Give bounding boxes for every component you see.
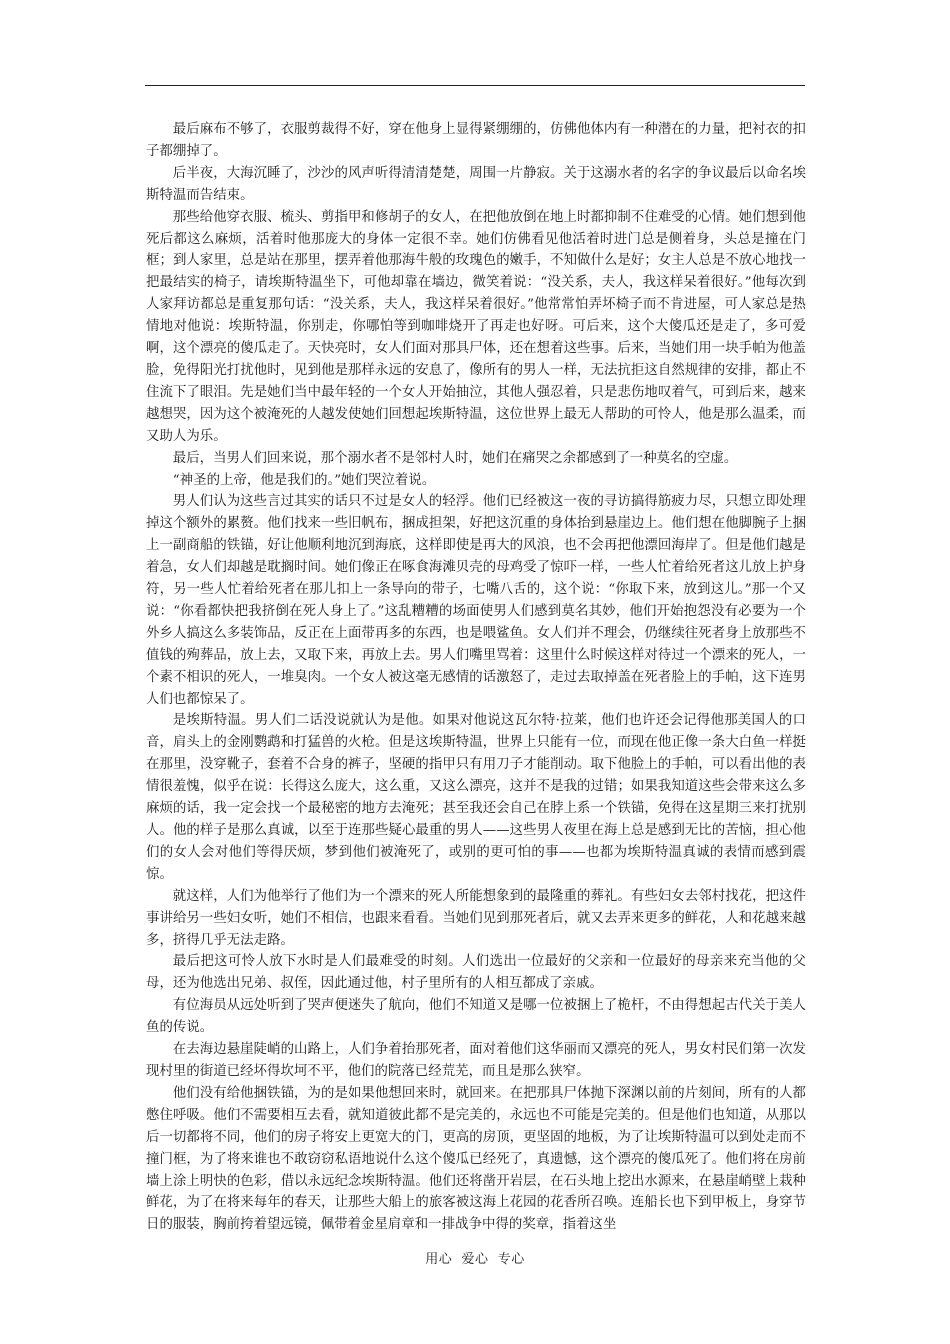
paragraph: 是埃斯特温。男人们二话没说就认为是他。如果对他说这瓦尔特·拉莱，他们也许还会记得他那美国人的口音，肩头上的金刚鹦鹉和打猛兽的火枪。但是这埃斯特温，世界上只能有一位，而现在他正像一条大白鱼一样挺在那里，没穿靴子，套着不合身的裤子，坚硬的指甲只有用刀子才能削动。取下他脸上的手帕，可以看出他的表情很羞愧，似乎在说：长得这么庞大，这么重，又这么漂亮，这并不是我的过错；如果我知道这些会带来这么多麻烦的话，我一定会找一个最秘密的地方去淹死；甚至我还会自己在脖上系一个铁锚，免得在这星期三来打扰别人。他的样子是那么真诚，以至于连那些疑心最重的男人——这些男人夜里在海上总是感到无比的苦恼，担心他们的女人会对他们等得厌烦，梦到他们被淹死了，或别的更可怕的事——也都为埃斯特温真诚的表情而感到震惊。 <box>146 713 806 882</box>
paragraph: 他们没有给他捆铁锚，为的是如果他想回来时，就回来。在把那具尸体抛下深渊以前的片刻间，所有的人都憋住呼吸。他们不需要相互去看，就知道彼此都不是完美的，永远也不可能是完美的。但是他们也知道，从那以后一切都将不同，他们的房子将安上更宽大的门，更高的房顶，更坚固的地板，为了让埃斯特温可以到处走而不撞门框，为了将来谁也不敢窃窃私语地说什么这个傻瓜已经死了，真遗憾，这个漂亮的傻瓜死了。他们将在房前墙上涂上明快的色彩，借以永远纪念埃斯特温。他们还将凿开岩层，在石头地上挖出水源来，在悬崖峭壁上栽种鲜花，为了在将来每年的春天，让那些大船上的旅客被这海上花园的花香所召唤。连船长也下到甲板上，身穿节日的服装，胸前挎着望远镜，佩带着金星肩章和一排战争中得的奖章，指着这坐 <box>146 1085 806 1233</box>
paragraph: “神圣的上帝，他是我们的。”她们哭泣着说。 <box>172 472 436 488</box>
paragraph: 有位海员从远处听到了哭声便迷失了航向，他们不知道又是哪一位被捆上了桅杆，不由得想起古代关于美人鱼的传说。 <box>146 998 806 1036</box>
paragraph: 男人们认为这些言过其实的话只不过是女人的轻浮。他们已经被这一夜的寻访搞得筋疲力尽，只想立即处理掉这个额外的累赘。他们找来一些旧帆布，捆成担架，好把这沉重的身体抬到悬崖边上。他们想在他脚腕子上捆上一副商船的铁锚，好让他顺利地沉到海底，这样即使是再大的风浪，也不会再把他漂回海岸了。但是他们越是着急，女人们却越是耽搁时间。她们像正在啄食海滩贝壳的母鸡受了惊吓一样，一些人忙着给死者这儿放上护身符，另一些人忙着给死者在那儿扣上一条导向的带子，七嘴八舌的，这个说：“你取下来，放到这儿。”那一个又说：“你看都快把我挤倒在死人身上了。”这乱糟糟的场面使男人们感到莫名其妙，他们开始抱怨没有必要为一个外乡人搞这么多装饰品，反正在上面带再多的东西，也是喂鲨鱼。女人们并不理会，仍继续往死者身上放那些不值钱的殉葬品，放上去，又取下来，再放上去。男人们嘴里骂着：这里什么时候这样对待过一个漂来的死人，一个素不相识的死人，一堆臭肉。一个女人被这毫无感情的话激怒了，走过去取掉盖在死者脸上的手帕，这下连男人们也都惊呆了。 <box>146 494 806 707</box>
header-rule <box>145 85 805 86</box>
paragraph: 最后麻布不够了，衣服剪裁得不好，穿在他身上显得紧绷绷的，仿佛他体内有一种潜在的力量，把衬衣的扣子都绷掉了。 <box>146 122 806 159</box>
paragraph: 后半夜，大海沉睡了，沙沙的风声听得清清楚楚，周围一片静寂。关于这溺水者的名字的争议最后以命名埃斯特温而告结束。 <box>146 165 806 203</box>
page-footer: 用心 爱心 专心 <box>425 1252 525 1267</box>
paragraph: 在去海边悬崖陡峭的山路上，人们争着抬那死者，面对着他们这华丽而又漂亮的死人，男女村民们第一次发现村里的街道已经坏得坎坷不平，他们的院落已经荒芜，而且是那么狭窄。 <box>146 1042 806 1079</box>
paragraph: 最后把这可怜人放下水时是人们最难受的时刻。人们选出一位最好的父亲和一位最好的母亲来充当他的父母，还为他选出兄弟、叔侄，因此通过他，村子里所有的人相互都成了亲戚。 <box>146 954 806 992</box>
paragraph: 最后，当男人们回来说，那个溺水者不是邻村人时，她们在痛哭之余都感到了一种莫名的空虚。 <box>172 450 738 466</box>
paragraph: 那些给他穿衣服、梳头、剪指甲和修胡子的女人，在把他放倒在地上时都抑制不住难受的心情。她们想到他死后都这么麻烦，活着时他那庞大的身体一定很不幸。她们仿佛看见他活着时进门总是侧着身，头总是撞在门框；到人家里，总是站在那里，摆弄着他那海牛般的玫瑰色的嫩手，不知做什么是好；女主人总是不放心地找一把最结实的椅子，请埃斯特温坐下，可他却靠在墙边，微笑着说：“没关系，夫人，我这样呆着很好。”他每次到人家拜访都总是重复那句话：“没关系，夫人，我这样呆着很好。”他常常怕弄坏椅子而不肯进屋，可人家总是热情地对他说：埃斯特温，你别走，你哪怕等到咖啡烧开了再走也好呀。可后来，这个大傻瓜还是走了，多可爱啊，这个漂亮的傻瓜走了。天快亮时，女人们面对那具尸体，还在想着这些事。后来，当她们用一块手帕为他盖脸，免得阳光打扰他时，见到他是那样永远的安息了，像所有的男人一样，无法抗拒这自然规律的安排，都止不住流下了眼泪。先是她们当中最年轻的一个女人开始抽泣，其他人强忍着，只是悲伤地叹着气，可到后来，越来越想哭，因为这个被淹死的人越发使她们回想起埃斯特温，这位世界上最无人帮助的可怜人，他是那么温柔，而又助人为乐。 <box>146 209 806 444</box>
paragraph: 就这样，人们为他举行了他们为一个漂来的死人所能想象到的最隆重的葬礼。有些妇女去邻村找花，把这件事讲给另一些妇女听，她们不相信，也跟来看看。当她们见到那死者后，就又去弄来更多的鲜花，人和花越来越多，挤得几乎无法走路。 <box>146 888 806 948</box>
document-body <box>146 119 806 1236</box>
